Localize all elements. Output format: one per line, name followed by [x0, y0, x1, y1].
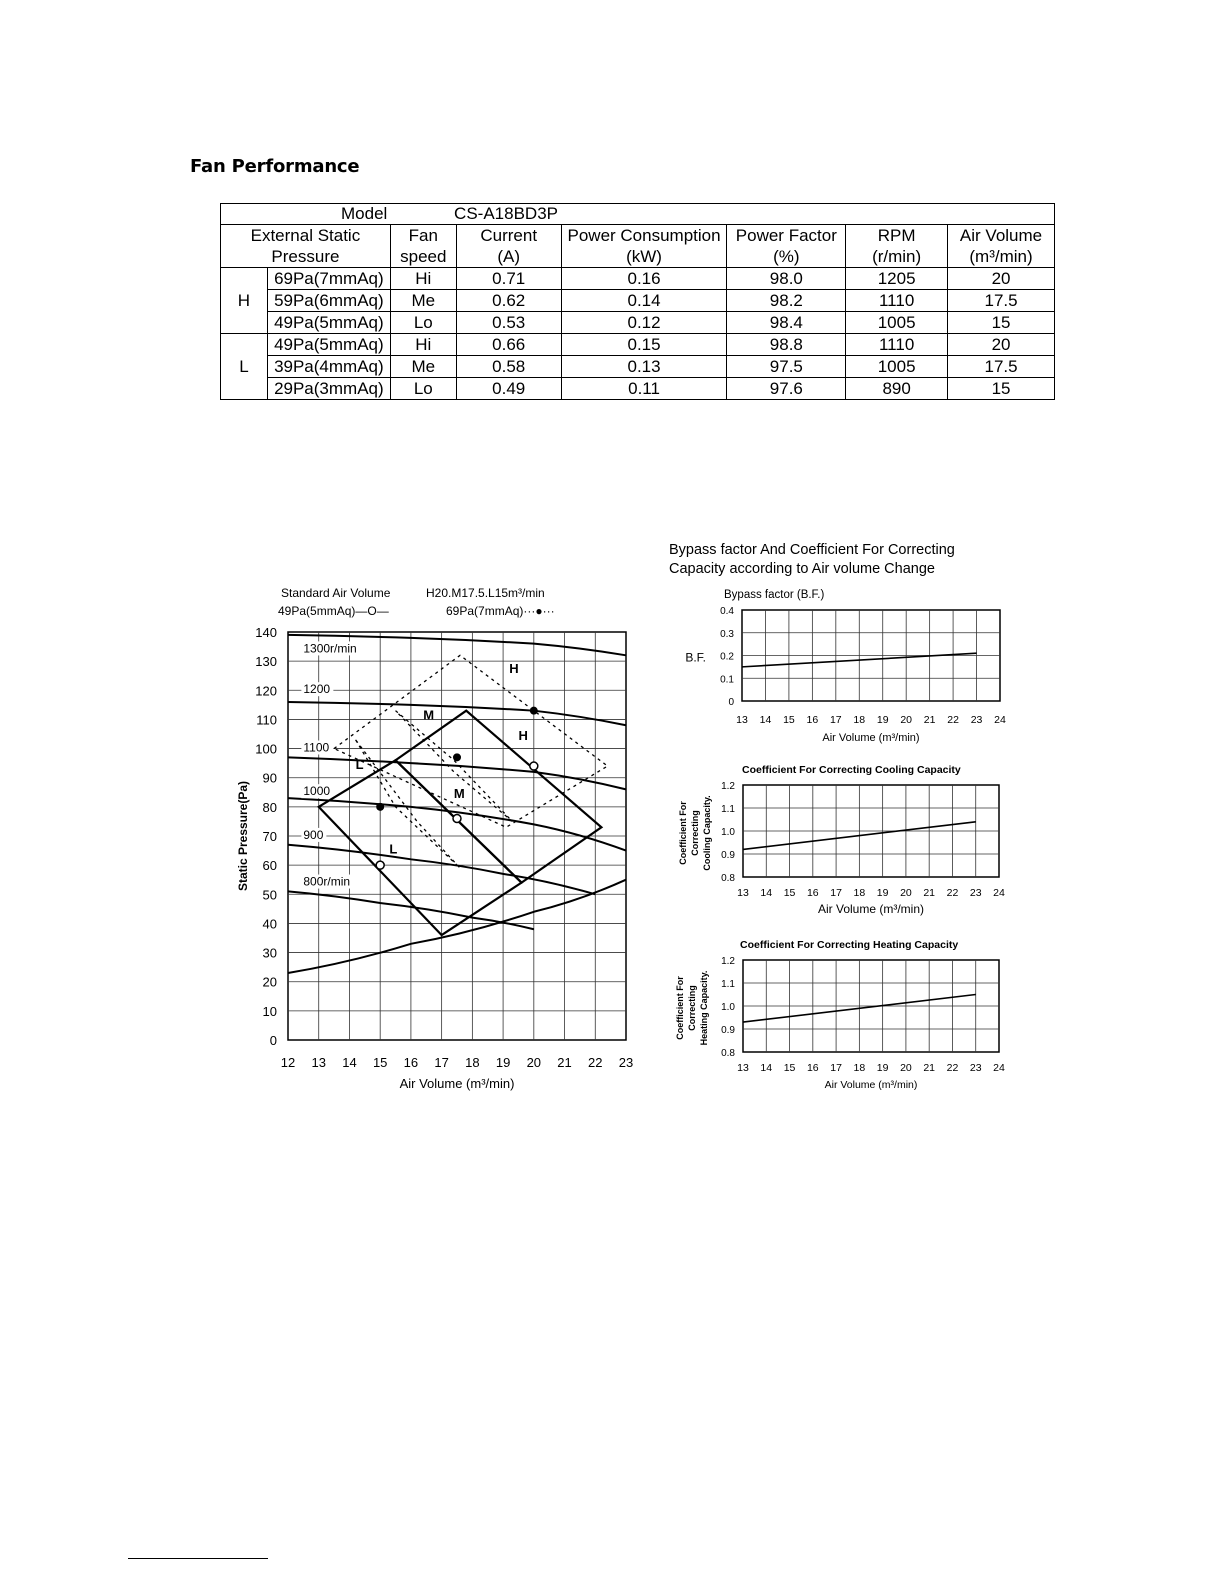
- table-cell: Me: [390, 290, 456, 312]
- table-cell: 0.71: [456, 268, 561, 290]
- model-label: Model: [341, 204, 388, 223]
- page-title: Fan Performance: [190, 156, 360, 177]
- speed-label: 800r/min: [303, 874, 351, 889]
- x-tick-label: 15: [783, 887, 796, 899]
- table-cell: 1005: [846, 312, 948, 334]
- table-cell: Hi: [390, 268, 456, 290]
- header-cell: Power Factor: [727, 225, 846, 247]
- x-tick-label: 19: [876, 887, 889, 899]
- x-tick-label: 19: [495, 1055, 511, 1070]
- legend-label: 49Pa(5mmAq)—O—: [278, 604, 389, 618]
- y-tick-label: 10: [262, 1003, 277, 1019]
- y-axis-title: Correcting: [687, 985, 697, 1031]
- x-tick-label: 21: [923, 1062, 936, 1074]
- table-model-row: [221, 204, 1055, 225]
- fan-curve-chart: [230, 575, 650, 1095]
- table-cell: 1110: [846, 290, 948, 312]
- y-tick-label: 0: [269, 1033, 277, 1048]
- x-axis-title: Air Volume (m³/min): [824, 1079, 918, 1091]
- table-cell: Me: [390, 356, 456, 378]
- data-point-49pa: [453, 815, 461, 823]
- x-tick-label: 21: [923, 887, 936, 899]
- x-tick-label: 24: [994, 714, 1006, 726]
- table-cell: 20: [948, 268, 1055, 290]
- x-tick-label: 19: [876, 1062, 889, 1074]
- y-axis-title: B.F.: [685, 650, 706, 665]
- header-cell: Fan: [390, 225, 456, 247]
- x-tick-label: 16: [806, 714, 819, 726]
- y-tick-label: 100: [255, 741, 277, 757]
- y-tick-label: 0.2: [720, 651, 734, 663]
- x-axis-title: Air Volume (m³/min): [822, 732, 920, 744]
- data-point-69pa: [376, 803, 384, 811]
- table-row: [221, 268, 1055, 290]
- footer-rule: [128, 1558, 268, 1559]
- header-cell: Current: [456, 225, 561, 247]
- table-cell: 39Pa(4mmAq): [267, 356, 390, 378]
- y-axis-title: Correcting: [690, 810, 700, 856]
- x-tick-label: 13: [736, 714, 748, 726]
- y-tick-label: 0.8: [721, 873, 735, 884]
- x-tick-label: 16: [806, 1062, 819, 1074]
- data-point-69pa: [453, 753, 461, 761]
- table-cell: 1110: [846, 334, 948, 356]
- y-axis-title: Cooling Capacity.: [702, 795, 712, 871]
- x-tick-label: 18: [853, 1062, 866, 1074]
- y-tick-label: 120: [255, 683, 277, 699]
- data-point-49pa: [530, 762, 538, 770]
- x-tick-label: 18: [853, 887, 866, 899]
- table-row: [221, 378, 1055, 400]
- x-tick-label: 17: [829, 714, 842, 726]
- x-tick-label: 16: [806, 887, 819, 899]
- y-tick-label: 110: [256, 712, 277, 728]
- table-cell: Hi: [390, 334, 456, 356]
- table-row: [221, 312, 1055, 334]
- y-tick-label: 0.8: [721, 1048, 735, 1059]
- y-tick-label: 0.9: [721, 850, 735, 861]
- region-label: L: [389, 841, 398, 857]
- y-tick-label: 1.0: [721, 827, 735, 838]
- table-row: [221, 356, 1055, 378]
- speed-label: 1100: [303, 740, 330, 755]
- table-cell: 69Pa(7mmAq): [267, 268, 390, 290]
- y-tick-label: 0: [728, 697, 734, 708]
- region-label: M: [423, 707, 435, 723]
- table-cell: 0.16: [561, 268, 727, 290]
- x-tick-label: 13: [737, 887, 749, 899]
- fan-performance-table: [220, 203, 1055, 400]
- y-tick-label: 80: [262, 799, 277, 815]
- table-cell: 17.5: [948, 290, 1055, 312]
- chart-subtitle: Bypass factor (B.F.): [724, 589, 825, 601]
- group-label: H: [221, 268, 268, 334]
- model-value: CS-A18BD3P: [454, 204, 558, 223]
- x-tick-label: 20: [526, 1055, 542, 1070]
- x-tick-label: 17: [830, 1062, 842, 1074]
- x-tick-label: 15: [783, 1062, 796, 1074]
- legend-label: Standard Air Volume: [281, 586, 391, 600]
- table-cell: 98.4: [727, 312, 846, 334]
- x-tick-label: 14: [760, 1062, 773, 1074]
- x-tick-label: 18: [853, 714, 866, 726]
- x-tick-label: 24: [993, 1062, 1005, 1074]
- y-tick-label: 0.4: [720, 606, 734, 617]
- group-label: L: [221, 334, 268, 400]
- heating-coefficient-chart: [660, 930, 1020, 1100]
- x-tick-label: 21: [557, 1055, 572, 1070]
- x-tick-label: 18: [465, 1055, 480, 1070]
- table-cell: 15: [948, 378, 1055, 400]
- x-tick-label: 12: [280, 1055, 296, 1070]
- table-cell: 20: [948, 334, 1055, 356]
- x-tick-label: 15: [372, 1055, 388, 1070]
- x-tick-label: 14: [342, 1055, 357, 1070]
- x-tick-label: 19: [876, 714, 889, 726]
- x-axis-title: Air Volume (m³/min): [399, 1076, 515, 1091]
- table-row: [221, 334, 1055, 356]
- table-cell: 1205: [846, 268, 948, 290]
- chart-title: Coefficient For Correcting Heating Capacity: [740, 939, 959, 951]
- header-cell: (A): [456, 246, 561, 268]
- x-tick-label: 22: [946, 887, 959, 899]
- table-cell: 0.14: [561, 290, 727, 312]
- chart-title: Coefficient For Correcting Cooling Capacity: [742, 764, 961, 776]
- table-cell: 98.8: [727, 334, 846, 356]
- header-cell: Power Consumption: [561, 225, 727, 247]
- table-cell: 0.12: [561, 312, 727, 334]
- chart-title: Bypass factor And Coefficient For Correcting: [669, 542, 955, 558]
- y-tick-label: 1.1: [721, 804, 735, 815]
- table-cell: 15: [948, 312, 1055, 334]
- header-cell: speed: [390, 246, 456, 268]
- header-cell: Air Volume: [948, 225, 1055, 247]
- table-cell: 1005: [846, 356, 948, 378]
- y-tick-label: 30: [262, 945, 277, 961]
- operating-region-h: [334, 655, 607, 827]
- x-tick-label: 17: [434, 1055, 449, 1070]
- y-tick-label: 1.2: [721, 781, 735, 792]
- x-tick-label: 16: [403, 1055, 419, 1070]
- header-cell: (r/min): [846, 246, 948, 268]
- table-cell: 97.5: [727, 356, 846, 378]
- x-tick-label: 22: [947, 714, 959, 726]
- x-tick-label: 15: [783, 714, 795, 726]
- data-point-69pa: [530, 707, 538, 715]
- y-tick-label: 130: [255, 654, 277, 670]
- x-tick-label: 23: [969, 1062, 982, 1074]
- y-axis-title: Heating Capacity.: [699, 970, 709, 1046]
- chart-title: Capacity according to Air volume Change: [669, 561, 935, 577]
- header-cell: (m³/min): [948, 246, 1055, 268]
- x-axis-title: Air Volume (m³/min): [817, 902, 925, 916]
- table-cell: 0.11: [561, 378, 727, 400]
- table-cell: 98.2: [727, 290, 846, 312]
- table-cell: 0.13: [561, 356, 727, 378]
- region-label: M: [453, 786, 465, 802]
- table-cell: 0.49: [456, 378, 561, 400]
- header-cell: RPM: [846, 225, 948, 247]
- x-tick-label: 22: [588, 1055, 603, 1070]
- x-tick-label: 13: [311, 1055, 326, 1070]
- y-tick-label: 1.1: [721, 979, 735, 990]
- table-cell: 0.58: [456, 356, 561, 378]
- y-tick-label: 0.1: [720, 674, 734, 686]
- operating-region-m: [396, 711, 602, 883]
- region-label: H: [518, 727, 528, 743]
- table-header-row: [221, 246, 1055, 268]
- y-axis-title: Coefficient For: [678, 801, 688, 865]
- speed-label: 1300r/min: [303, 641, 357, 656]
- table-cell: 0.62: [456, 290, 561, 312]
- header-cell: (%): [727, 246, 846, 268]
- y-tick-label: 70: [262, 829, 277, 844]
- x-tick-label: 20: [900, 1062, 912, 1074]
- table-cell: 59Pa(6mmAq): [267, 290, 390, 312]
- header-cell: (kW): [561, 246, 727, 268]
- cooling-coefficient-chart: [660, 755, 1020, 925]
- speed-label: 1200: [303, 682, 331, 697]
- x-tick-label: 22: [946, 1062, 959, 1074]
- data-point-49pa: [376, 861, 384, 869]
- legend-label: H20.M17.5.L15m³/min: [426, 586, 545, 600]
- x-tick-label: 21: [923, 714, 936, 726]
- table-cell: 0.66: [456, 334, 561, 356]
- table-cell: 49Pa(5mmAq): [267, 334, 390, 356]
- x-tick-label: 24: [993, 887, 1005, 899]
- x-tick-label: 23: [970, 714, 983, 726]
- x-tick-label: 20: [900, 714, 913, 726]
- y-tick-label: 140: [255, 625, 277, 640]
- x-tick-label: 13: [737, 1062, 749, 1074]
- table-cell: Lo: [390, 312, 456, 334]
- header-cell: External Static: [221, 225, 391, 247]
- y-tick-label: 20: [262, 974, 277, 990]
- table-cell: 890: [846, 378, 948, 400]
- y-tick-label: 0.9: [721, 1025, 735, 1036]
- y-axis-title: Coefficient For: [675, 976, 685, 1040]
- x-tick-label: 23: [618, 1055, 634, 1070]
- header-cell: Pressure: [221, 246, 391, 268]
- legend-label: 69Pa(7mmAq)···●···: [446, 604, 555, 618]
- table-cell: 17.5: [948, 356, 1055, 378]
- fan-speed-curve: [288, 702, 626, 725]
- table-cell: 49Pa(5mmAq): [267, 312, 390, 334]
- bypass-factor-chart: [660, 530, 1020, 750]
- table-cell: 98.0: [727, 268, 846, 290]
- speed-label: 1000: [303, 784, 331, 799]
- region-label: L: [355, 756, 364, 772]
- table-header-row: [221, 225, 1055, 247]
- x-tick-label: 17: [830, 887, 842, 899]
- fan-speed-curve: [288, 757, 626, 789]
- x-tick-label: 23: [969, 887, 982, 899]
- y-tick-label: 90: [262, 770, 277, 786]
- table-cell: 0.15: [561, 334, 727, 356]
- x-tick-label: 20: [900, 887, 912, 899]
- y-tick-label: 40: [262, 916, 277, 932]
- y-tick-label: 50: [262, 887, 277, 903]
- table-cell: 29Pa(3mmAq): [267, 378, 390, 400]
- table-cell: 0.53: [456, 312, 561, 334]
- y-tick-label: 1.2: [721, 956, 735, 967]
- y-tick-label: 0.3: [720, 628, 734, 640]
- y-tick-label: 1.0: [721, 1002, 735, 1013]
- x-tick-label: 14: [759, 714, 772, 726]
- y-axis-title: Static Pressure(Pa): [236, 780, 250, 892]
- table-row: [221, 290, 1055, 312]
- speed-label: 900: [303, 827, 324, 842]
- region-label: H: [509, 660, 519, 676]
- table-cell: Lo: [390, 378, 456, 400]
- x-tick-label: 14: [760, 887, 773, 899]
- table-cell: 97.6: [727, 378, 846, 400]
- system-resistance-curve: [288, 880, 626, 973]
- y-tick-label: 60: [262, 858, 277, 874]
